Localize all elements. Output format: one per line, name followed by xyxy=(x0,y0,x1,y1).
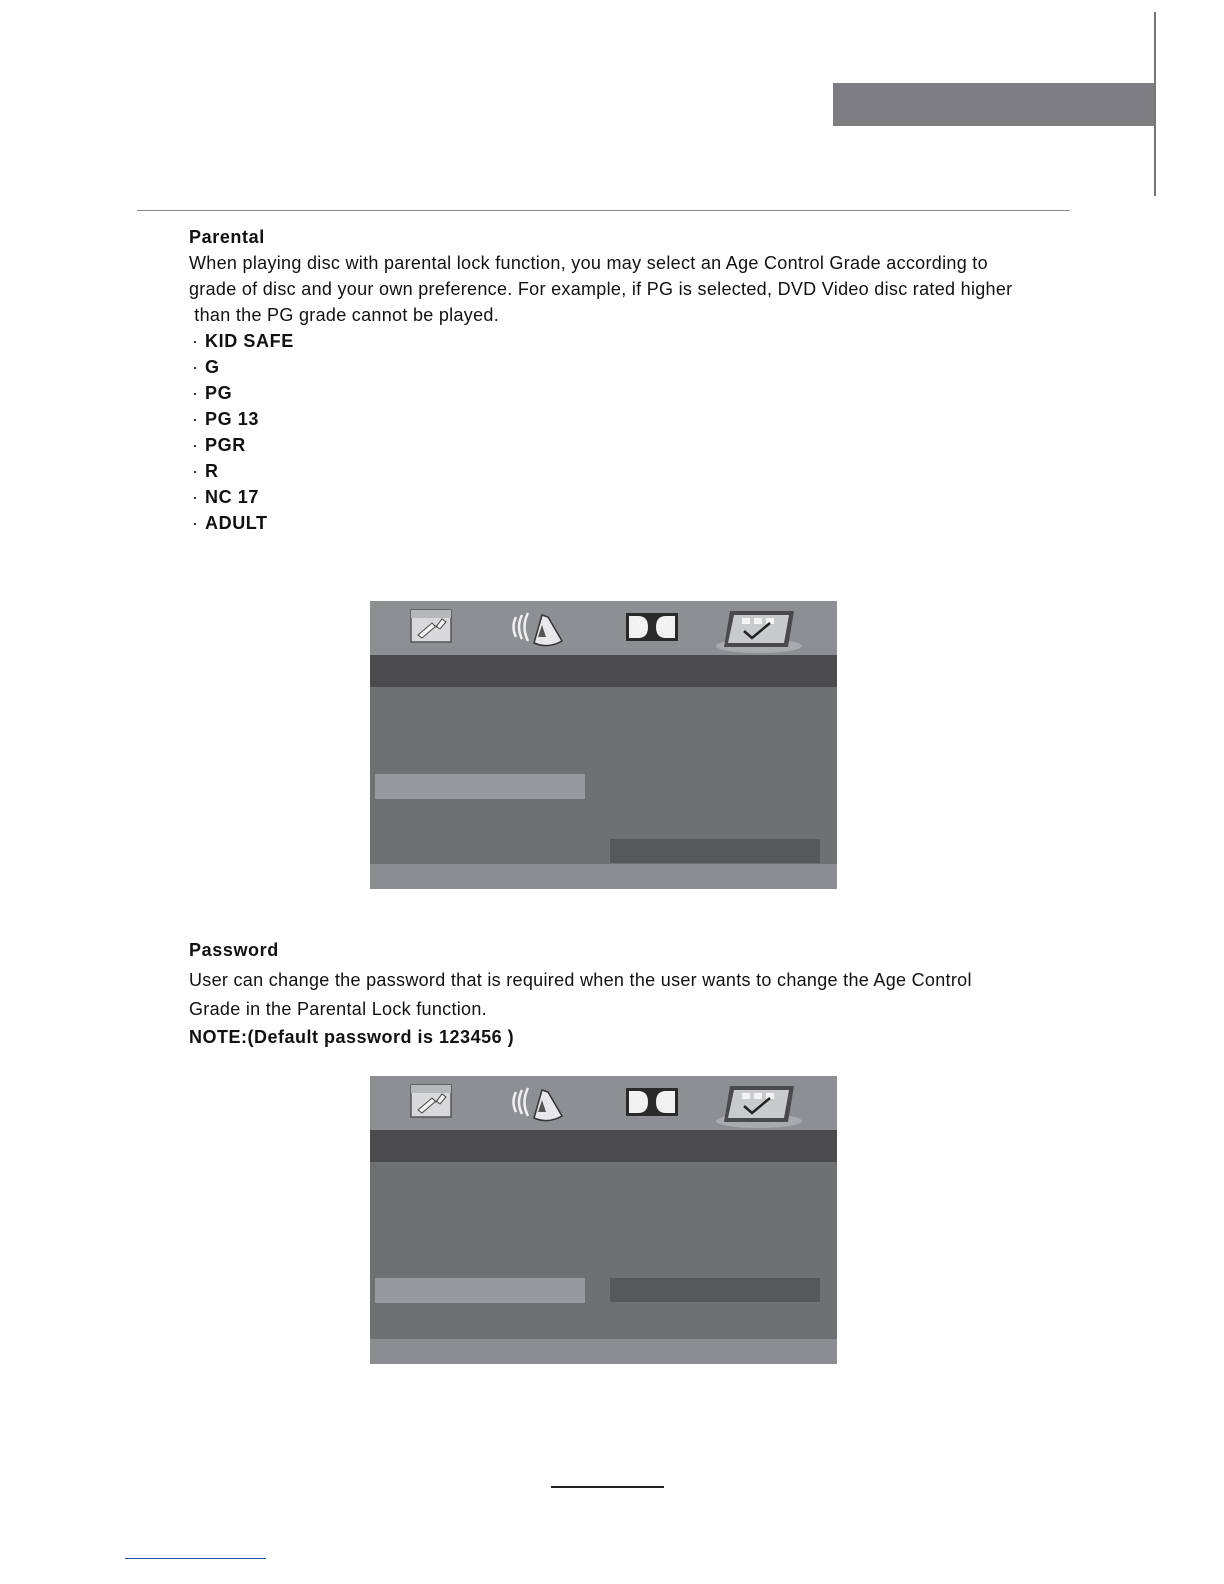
bullet: · xyxy=(192,435,199,455)
dolby-digital-icon xyxy=(624,607,680,647)
default-password-note: NOTE:(Default password is 123456 ) xyxy=(189,1027,515,1047)
rating-label: KID SAFE xyxy=(205,331,294,351)
osd-footer-bar xyxy=(370,1339,837,1364)
page-number-line xyxy=(551,1486,664,1488)
parental-line: than the PG grade cannot be played. xyxy=(189,305,500,325)
parental-description xyxy=(189,250,1012,328)
rating-item xyxy=(192,406,294,432)
osd-footer-bar xyxy=(370,864,837,889)
parental-menu-item-highlight xyxy=(375,774,585,799)
rating-item xyxy=(192,380,294,406)
osd-title-bar xyxy=(370,655,837,687)
section-header-bar xyxy=(833,83,1156,126)
password-line: User can change the password that is required when the user wants to change the Age Control xyxy=(189,970,972,990)
audio-setup-icon xyxy=(508,1082,568,1122)
password-description xyxy=(189,966,972,1024)
bullet: · xyxy=(192,513,199,533)
rating-label: ADULT xyxy=(205,513,268,533)
dolby-digital-icon xyxy=(624,1082,680,1122)
parental-line: When playing disc with parental lock function, you may select an Age Control Grade according to xyxy=(189,253,988,273)
rating-label: PG xyxy=(205,383,233,403)
rating-label: G xyxy=(205,357,220,377)
password-heading: Password xyxy=(189,940,279,960)
audio-setup-icon xyxy=(508,607,568,647)
parental-line: grade of disc and your own preference. For example, if PG is selected, DVD Video disc rated higher xyxy=(189,279,1013,299)
parental-heading: Parental xyxy=(189,227,265,247)
rating-label: PG 13 xyxy=(205,409,260,429)
general-setup-icon xyxy=(408,1082,456,1122)
rating-item xyxy=(192,328,294,354)
osd-icon-bar xyxy=(370,601,837,655)
bullet: · xyxy=(192,409,199,429)
rating-item xyxy=(192,354,294,380)
rating-list xyxy=(192,328,294,536)
bullet: · xyxy=(192,461,199,481)
page-edge-line xyxy=(1154,12,1156,196)
osd-icon-bar xyxy=(370,1076,837,1130)
rating-label: PGR xyxy=(205,435,246,455)
osd-parental-screenshot xyxy=(370,601,837,889)
bullet: · xyxy=(192,487,199,507)
general-setup-icon xyxy=(408,607,456,647)
bullet: · xyxy=(192,357,199,377)
preference-setup-icon xyxy=(714,1080,804,1128)
rating-item xyxy=(192,432,294,458)
rating-value-highlight xyxy=(610,839,820,863)
rating-item xyxy=(192,458,294,484)
horizontal-rule xyxy=(137,210,1070,211)
bullet: · xyxy=(192,383,199,403)
osd-title-bar xyxy=(370,1130,837,1162)
rating-label: R xyxy=(205,461,219,481)
rating-item xyxy=(192,484,294,510)
password-menu-item-highlight xyxy=(375,1278,585,1303)
password-line: Grade in the Parental Lock function. xyxy=(189,999,487,1019)
bottom-link-line xyxy=(125,1558,266,1559)
rating-item xyxy=(192,510,294,536)
rating-label: NC 17 xyxy=(205,487,260,507)
bullet: · xyxy=(192,331,199,351)
preference-setup-icon xyxy=(714,605,804,653)
osd-password-screenshot xyxy=(370,1076,837,1364)
password-value-highlight xyxy=(610,1278,820,1302)
